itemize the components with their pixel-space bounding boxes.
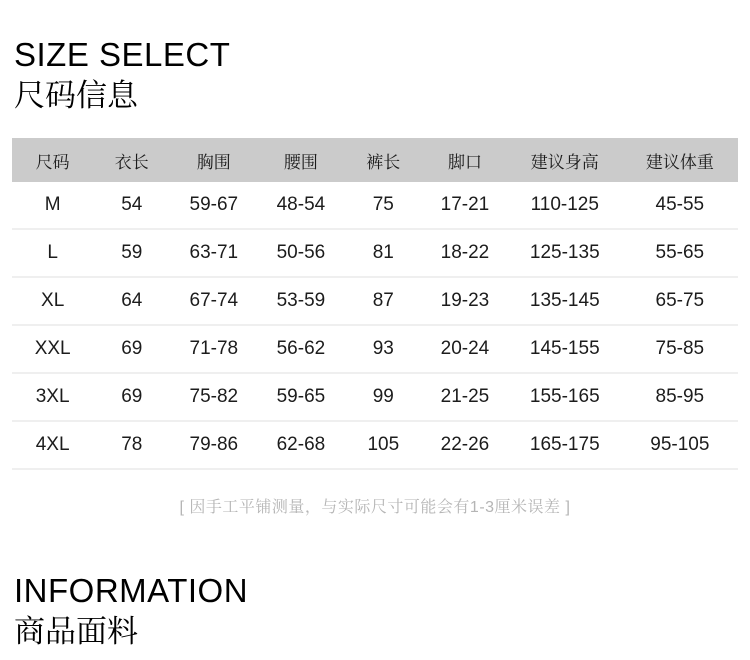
table-cell: 125-135 bbox=[529, 242, 600, 263]
measurement-disclaimer: [ 因手工平铺测量，与实际尺寸可能会有1-3厘米误差 ] bbox=[179, 499, 571, 516]
table-cell: 45-55 bbox=[655, 194, 705, 215]
table-cell: 4XL bbox=[35, 434, 70, 455]
table-cell: 67-74 bbox=[189, 290, 239, 311]
table-cell: 165-175 bbox=[529, 434, 600, 455]
table-cell: 59 bbox=[121, 242, 143, 263]
table-cell: 56-62 bbox=[276, 338, 326, 359]
table-cell: 55-65 bbox=[655, 242, 705, 263]
table-cell: XL bbox=[41, 290, 65, 311]
table-row bbox=[12, 230, 738, 278]
table-cell: 93 bbox=[372, 338, 394, 359]
column-header: 衣长 bbox=[114, 152, 149, 172]
table-cell: 135-145 bbox=[529, 290, 600, 311]
table-cell: 87 bbox=[372, 290, 394, 311]
table-cell: 81 bbox=[372, 242, 394, 263]
information-title-zh: 商品面料 bbox=[14, 614, 138, 649]
table-cell: 59-67 bbox=[189, 194, 239, 215]
table-cell: 20-24 bbox=[440, 338, 490, 359]
table-cell: 17-21 bbox=[440, 194, 490, 215]
table-cell: XXL bbox=[34, 338, 71, 359]
size-table bbox=[12, 138, 738, 470]
column-header: 腰围 bbox=[283, 152, 318, 172]
table-row bbox=[12, 374, 738, 422]
table-cell: L bbox=[47, 242, 58, 263]
table-cell: 65-75 bbox=[655, 290, 705, 311]
table-cell: 21-25 bbox=[440, 386, 490, 407]
size-table-header-row bbox=[12, 138, 738, 182]
table-row bbox=[12, 326, 738, 374]
table-row bbox=[12, 278, 738, 326]
table-cell: 3XL bbox=[35, 386, 70, 407]
size-title-en: SIZE SELECT bbox=[14, 36, 231, 73]
table-cell: 145-155 bbox=[529, 338, 600, 359]
size-table-body bbox=[12, 182, 738, 470]
table-cell: 71-78 bbox=[189, 338, 239, 359]
table-cell: 79-86 bbox=[189, 434, 239, 455]
table-cell: 19-23 bbox=[440, 290, 490, 311]
table-cell: 18-22 bbox=[440, 242, 490, 263]
size-title-zh: 尺码信息 bbox=[14, 78, 138, 113]
column-header: 尺码 bbox=[35, 152, 70, 172]
information-title-en: INFORMATION bbox=[14, 572, 249, 609]
table-cell: 69 bbox=[121, 386, 143, 407]
table-cell: 105 bbox=[367, 434, 400, 455]
table-cell: 95-105 bbox=[650, 434, 710, 455]
table-cell: 75-85 bbox=[655, 338, 705, 359]
table-cell: 48-54 bbox=[276, 194, 326, 215]
table-cell: 110-125 bbox=[530, 194, 599, 215]
table-cell: 59-65 bbox=[276, 386, 326, 407]
table-cell: 50-56 bbox=[276, 242, 326, 263]
column-header: 建议体重 bbox=[645, 152, 714, 172]
column-header: 脚口 bbox=[447, 152, 482, 172]
column-header: 建议身高 bbox=[530, 152, 599, 172]
table-row bbox=[12, 422, 738, 470]
table-cell: 85-95 bbox=[655, 386, 705, 407]
table-cell: 99 bbox=[372, 386, 394, 407]
table-cell: 62-68 bbox=[276, 434, 326, 455]
table-cell: 64 bbox=[121, 290, 143, 311]
size-section-title bbox=[14, 38, 230, 111]
column-header: 裤长 bbox=[366, 152, 401, 172]
information-section-title bbox=[14, 574, 248, 647]
table-cell: M bbox=[44, 194, 61, 215]
table-cell: 75 bbox=[372, 194, 394, 215]
table-cell: 75-82 bbox=[189, 386, 239, 407]
column-header: 胸围 bbox=[196, 152, 231, 172]
table-cell: 78 bbox=[121, 434, 143, 455]
table-cell: 69 bbox=[121, 338, 143, 359]
table-cell: 63-71 bbox=[189, 242, 239, 263]
table-cell: 22-26 bbox=[440, 434, 490, 455]
table-row bbox=[12, 182, 738, 230]
table-cell: 53-59 bbox=[276, 290, 326, 311]
table-cell: 155-165 bbox=[529, 386, 600, 407]
table-cell: 54 bbox=[121, 194, 143, 215]
